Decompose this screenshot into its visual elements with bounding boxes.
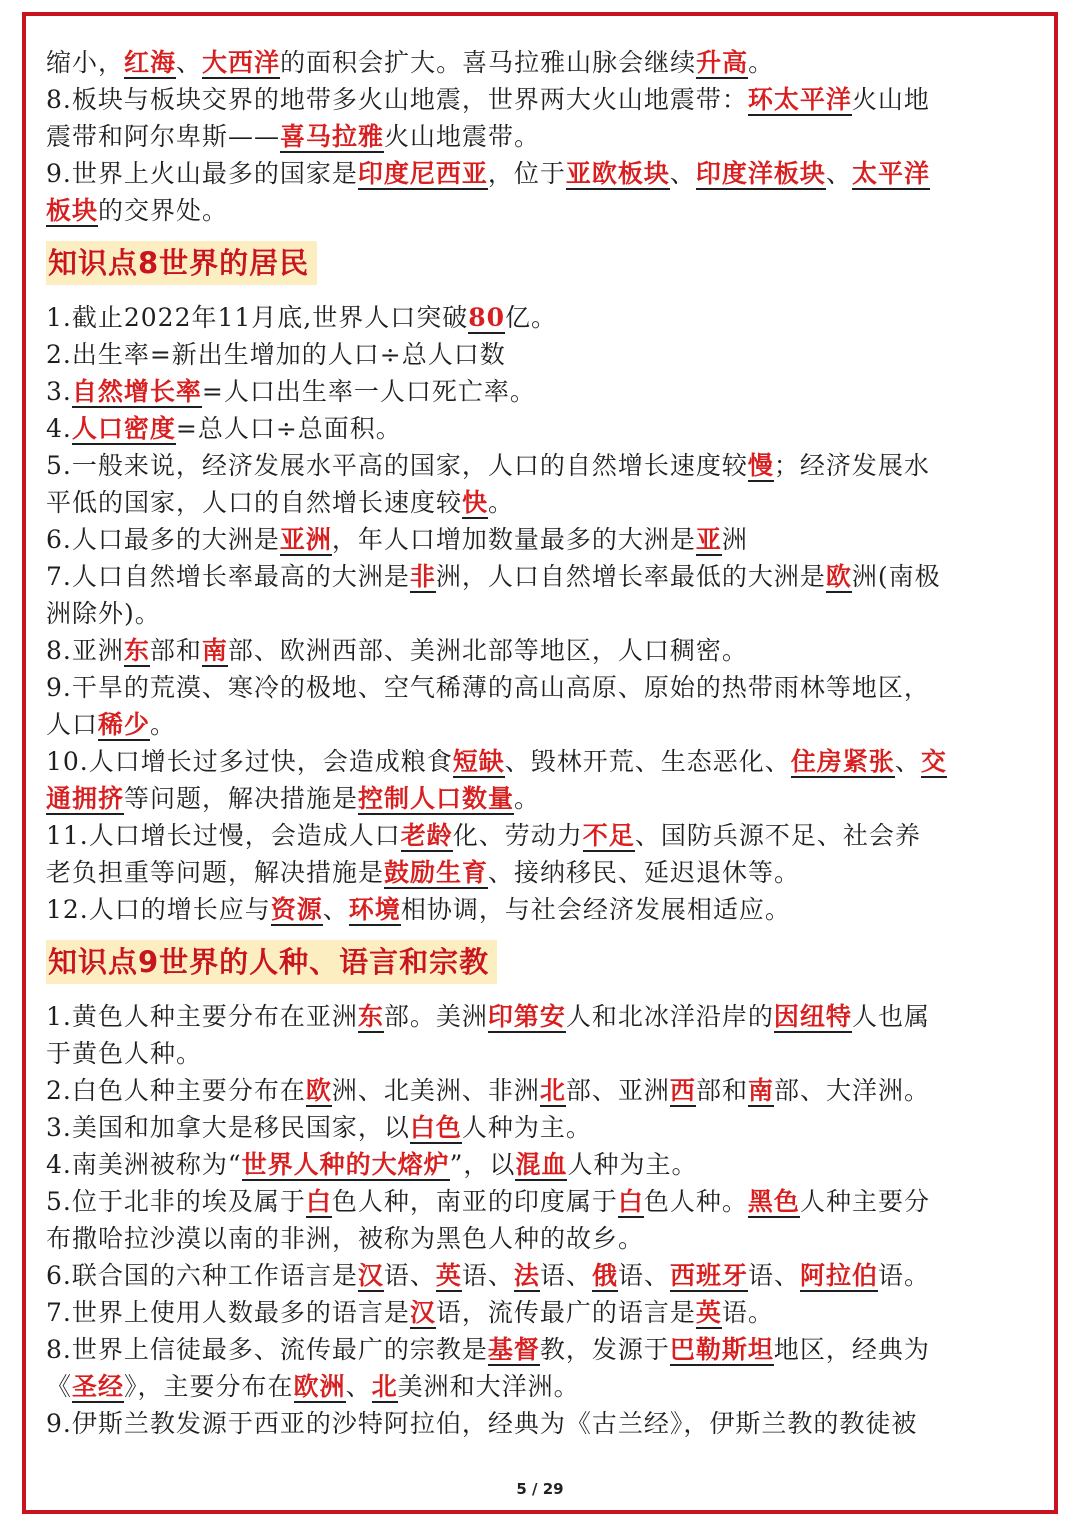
text-line — [46, 447, 1036, 484]
text-segment: 11.人口增长过慢，会造成人口 — [46, 821, 401, 850]
text-line — [46, 998, 1036, 1035]
text-segment: 洲，人口自然增长率最低的大洲是 — [435, 562, 826, 591]
text-segment: 6.人口最多的大洲是 — [46, 525, 280, 554]
key-term: 非 — [409, 562, 436, 591]
text-line — [46, 1035, 1036, 1072]
text-segment: 相协调，与社会经济发展相适应。 — [400, 895, 791, 924]
document-body — [46, 44, 1036, 1442]
key-term: 稀少 — [98, 710, 151, 739]
text-segment: 色人种。 — [643, 1187, 748, 1216]
key-term: 80 — [468, 303, 506, 332]
text-line — [46, 1146, 1036, 1183]
text-line — [46, 1368, 1036, 1405]
key-term: 因纽特 — [773, 1002, 852, 1031]
text-segment: =总人口÷总面积。 — [175, 414, 402, 443]
key-term: 世界人种的大熔炉 — [241, 1150, 450, 1179]
key-term: 人口密度 — [71, 414, 176, 443]
key-term: 英 — [435, 1261, 462, 1290]
text-segment: 语、 — [383, 1261, 436, 1290]
text-segment: 教，发源于 — [539, 1335, 670, 1364]
text-segment: 、国防兵源不足、社会养 — [634, 821, 921, 850]
text-line — [46, 595, 1036, 632]
text-segment: 、 — [825, 159, 852, 188]
text-segment: 、 — [669, 159, 696, 188]
text-segment: 布撒哈拉沙漠以南的非洲，被称为黑色人种的故乡。 — [46, 1224, 645, 1253]
key-term: 汉 — [409, 1298, 436, 1327]
key-term: 黑色 — [747, 1187, 800, 1216]
text-segment: 洲 — [721, 525, 748, 554]
key-term: 大西洋 — [202, 48, 281, 77]
text-line — [46, 118, 1036, 155]
text-segment: 火山地震带。 — [384, 122, 541, 151]
text-segment: =人口出生率一人口死亡率。 — [201, 377, 536, 406]
key-term: 印度洋板块 — [695, 159, 826, 188]
text-line — [46, 155, 1036, 192]
text-segment: 人和北冰洋沿岸的 — [565, 1002, 774, 1031]
text-segment: 人种为主。 — [567, 1150, 698, 1179]
key-term: 短缺 — [452, 747, 505, 776]
text-line — [46, 521, 1036, 558]
text-segment: 6.联合国的六种工作语言是 — [46, 1261, 358, 1290]
key-term: 老龄 — [400, 821, 453, 850]
text-line — [46, 299, 1036, 336]
key-term: 红海 — [124, 48, 177, 77]
text-segment: 、接纳移民、延迟退休等。 — [488, 858, 801, 887]
text-segment: 3. — [46, 377, 72, 406]
key-term: 亚欧板块 — [565, 159, 670, 188]
key-term: 基督 — [487, 1335, 540, 1364]
text-segment: 1.截止2022年11月底,世界人口突破 — [46, 303, 469, 332]
text-line — [46, 484, 1036, 521]
text-line — [46, 743, 1036, 780]
text-segment: 》，主要分布在 — [124, 1372, 294, 1401]
section-heading: 知识点8世界的居民 — [46, 241, 317, 285]
text-segment: 平低的国家，人口的自然增长速度较 — [46, 488, 463, 517]
text-segment: ，年人口增加数量最多的大洲是 — [331, 525, 696, 554]
text-line — [46, 817, 1036, 854]
key-term: 板块 — [46, 196, 99, 225]
key-term: 西 — [669, 1076, 696, 1105]
text-segment: 、 — [894, 747, 921, 776]
text-segment: 老负担重等问题，解决措施是 — [46, 858, 385, 887]
text-segment: 部。美洲 — [383, 1002, 488, 1031]
text-segment: 语、 — [461, 1261, 514, 1290]
text-segment: 9.世界上火山最多的国家是 — [46, 159, 358, 188]
text-line — [46, 891, 1036, 928]
key-term: 住房紧张 — [790, 747, 895, 776]
text-segment: 地区，经典为 — [773, 1335, 930, 1364]
text-segment: 人口 — [46, 710, 99, 739]
key-term: 亚 — [695, 525, 722, 554]
text-segment: 、 — [322, 895, 349, 924]
text-segment: 部、大洋洲。 — [773, 1076, 930, 1105]
text-line — [46, 373, 1036, 410]
text-line — [46, 854, 1036, 891]
text-segment: 10.人口增长过多过快，会造成粮食 — [46, 747, 453, 776]
key-term: 白 — [617, 1187, 644, 1216]
text-segment: 语、 — [617, 1261, 670, 1290]
text-line — [46, 1405, 1036, 1442]
text-segment: 语。 — [878, 1261, 931, 1290]
text-line — [46, 1072, 1036, 1109]
text-line — [46, 1183, 1036, 1220]
text-segment: 8.亚洲 — [46, 636, 124, 665]
text-segment: 震带和阿尔卑斯—— — [46, 122, 281, 151]
text-segment: 火山地 — [851, 85, 930, 114]
text-line — [46, 1257, 1036, 1294]
key-term: 快 — [462, 488, 489, 517]
key-term: 通拥挤 — [46, 784, 125, 813]
text-segment: 7.世界上使用人数最多的语言是 — [46, 1298, 410, 1327]
key-term: 巴勒斯坦 — [669, 1335, 774, 1364]
text-segment: ；经济发展水 — [773, 451, 930, 480]
section-heading-wrap — [46, 233, 1036, 293]
text-segment: 。 — [514, 784, 541, 813]
text-line — [46, 44, 1036, 81]
text-line — [46, 780, 1036, 817]
text-segment: 亿。 — [505, 303, 558, 332]
text-line — [46, 669, 1036, 706]
key-term: 东 — [123, 636, 150, 665]
text-segment: 1.黄色人种主要分布在亚洲 — [46, 1002, 358, 1031]
text-segment: 缩小， — [46, 48, 125, 77]
key-term: 西班牙 — [669, 1261, 748, 1290]
text-segment: 9.伊斯兰教发源于西亚的沙特阿拉伯，经典为《古兰经》，伊斯兰教的教徒被 — [46, 1409, 918, 1438]
key-term: 欧 — [825, 562, 852, 591]
text-segment: 7.人口自然增长率最高的大洲是 — [46, 562, 410, 591]
text-segment: 语，流传最广的语言是 — [435, 1298, 696, 1327]
text-segment: 人也属 — [851, 1002, 930, 1031]
text-segment: 语、 — [748, 1261, 801, 1290]
text-segment: 语、 — [539, 1261, 592, 1290]
key-term: 俄 — [591, 1261, 618, 1290]
text-segment: 洲、北美洲、非洲 — [331, 1076, 540, 1105]
key-term: 环境 — [348, 895, 401, 924]
text-segment: 洲(南极 — [851, 562, 941, 591]
section-heading-wrap — [46, 932, 1036, 992]
text-segment: 5.一般来说，经济发展水平高的国家，人口的自然增长速度较 — [46, 451, 748, 480]
key-term: 控制人口数量 — [358, 784, 515, 813]
text-segment: 洲除外)。 — [46, 599, 161, 628]
text-line — [46, 1331, 1036, 1368]
text-segment: 部和 — [695, 1076, 748, 1105]
text-segment: 人种主要分 — [799, 1187, 930, 1216]
key-term: 环太平洋 — [747, 85, 852, 114]
key-term: 南 — [201, 636, 228, 665]
text-segment: 《 — [46, 1372, 73, 1401]
text-segment: 、毁林开荒、生态恶化、 — [504, 747, 791, 776]
text-segment: 12.人口的增长应与 — [46, 895, 271, 924]
key-term: 升高 — [696, 48, 749, 77]
key-term: 欧洲 — [293, 1372, 346, 1401]
text-segment: 部和 — [149, 636, 202, 665]
key-term: 资源 — [270, 895, 323, 924]
text-segment: 的面积会扩大。喜马拉雅山脉会继续 — [280, 48, 697, 77]
key-term: 印第安 — [487, 1002, 566, 1031]
text-line — [46, 81, 1036, 118]
text-line — [46, 1294, 1036, 1331]
text-segment: 人种为主。 — [461, 1113, 592, 1142]
text-segment: 5.位于北非的埃及属于 — [46, 1187, 306, 1216]
text-segment: 4. — [46, 414, 72, 443]
text-segment: 2.白色人种主要分布在 — [46, 1076, 306, 1105]
text-segment: 8.世界上信徒最多、流传最广的宗教是 — [46, 1335, 488, 1364]
key-term: 鼓励生育 — [384, 858, 489, 887]
text-line — [46, 632, 1036, 669]
text-segment: ，位于 — [487, 159, 566, 188]
key-term: 喜马拉雅 — [280, 122, 385, 151]
text-segment: 于黄色人种。 — [46, 1039, 203, 1068]
section-heading: 知识点9世界的人种、语言和宗教 — [46, 940, 497, 984]
text-line — [46, 1109, 1036, 1146]
text-segment: 9.干旱的荒漠、寒冷的极地、空气稀薄的高山高原、原始的热带雨林等地区， — [46, 673, 930, 702]
text-segment: 3.美国和加拿大是移民国家，以 — [46, 1113, 410, 1142]
text-segment: 美洲和大洋洲。 — [397, 1372, 580, 1401]
text-segment: 等问题，解决措施是 — [124, 784, 359, 813]
key-term: 白色 — [409, 1113, 462, 1142]
text-line — [46, 706, 1036, 743]
key-term: 汉 — [357, 1261, 384, 1290]
text-segment: 。 — [150, 710, 177, 739]
key-term: 自然增长率 — [71, 377, 202, 406]
key-term: 太平洋 — [851, 159, 930, 188]
text-line — [46, 336, 1036, 373]
text-segment: 2.出生率=新出生增加的人口÷总人口数 — [46, 340, 506, 369]
key-term: 亚洲 — [279, 525, 332, 554]
text-line — [46, 558, 1036, 595]
key-term: 慢 — [747, 451, 774, 480]
page-number: 5 / 29 — [516, 1480, 564, 1498]
key-term: 混血 — [515, 1150, 568, 1179]
text-line — [46, 192, 1036, 229]
key-term: 圣经 — [72, 1372, 125, 1401]
key-term: 欧 — [305, 1076, 332, 1105]
text-segment: 部、欧洲西部、美洲北部等地区，人口稠密。 — [227, 636, 748, 665]
key-term: 英 — [695, 1298, 722, 1327]
text-segment: 、 — [176, 48, 203, 77]
text-line — [46, 1220, 1036, 1257]
key-term: 法 — [513, 1261, 540, 1290]
text-segment: 的交界处。 — [98, 196, 229, 225]
text-segment: 部、亚洲 — [565, 1076, 670, 1105]
text-segment: 色人种，南亚的印度属于 — [331, 1187, 618, 1216]
key-term: 不足 — [582, 821, 635, 850]
key-term: 阿拉伯 — [800, 1261, 879, 1290]
text-segment: 语。 — [721, 1298, 774, 1327]
text-segment: 、 — [345, 1372, 372, 1401]
key-term: 南 — [747, 1076, 774, 1105]
key-term: 白 — [305, 1187, 332, 1216]
key-term: 交 — [920, 747, 947, 776]
key-term: 北 — [539, 1076, 566, 1105]
key-term: 东 — [357, 1002, 384, 1031]
key-term: 印度尼西亚 — [357, 159, 488, 188]
text-segment: ”，以 — [449, 1150, 516, 1179]
text-segment: 。 — [748, 48, 775, 77]
text-line — [46, 410, 1036, 447]
key-term: 北 — [371, 1372, 398, 1401]
text-segment: 4.南美洲被称为“ — [46, 1150, 242, 1179]
text-segment: 化、劳动力 — [452, 821, 583, 850]
text-segment: 8.板块与板块交界的地带多火山地震，世界两大火山地震带： — [46, 85, 748, 114]
text-segment: 。 — [488, 488, 515, 517]
